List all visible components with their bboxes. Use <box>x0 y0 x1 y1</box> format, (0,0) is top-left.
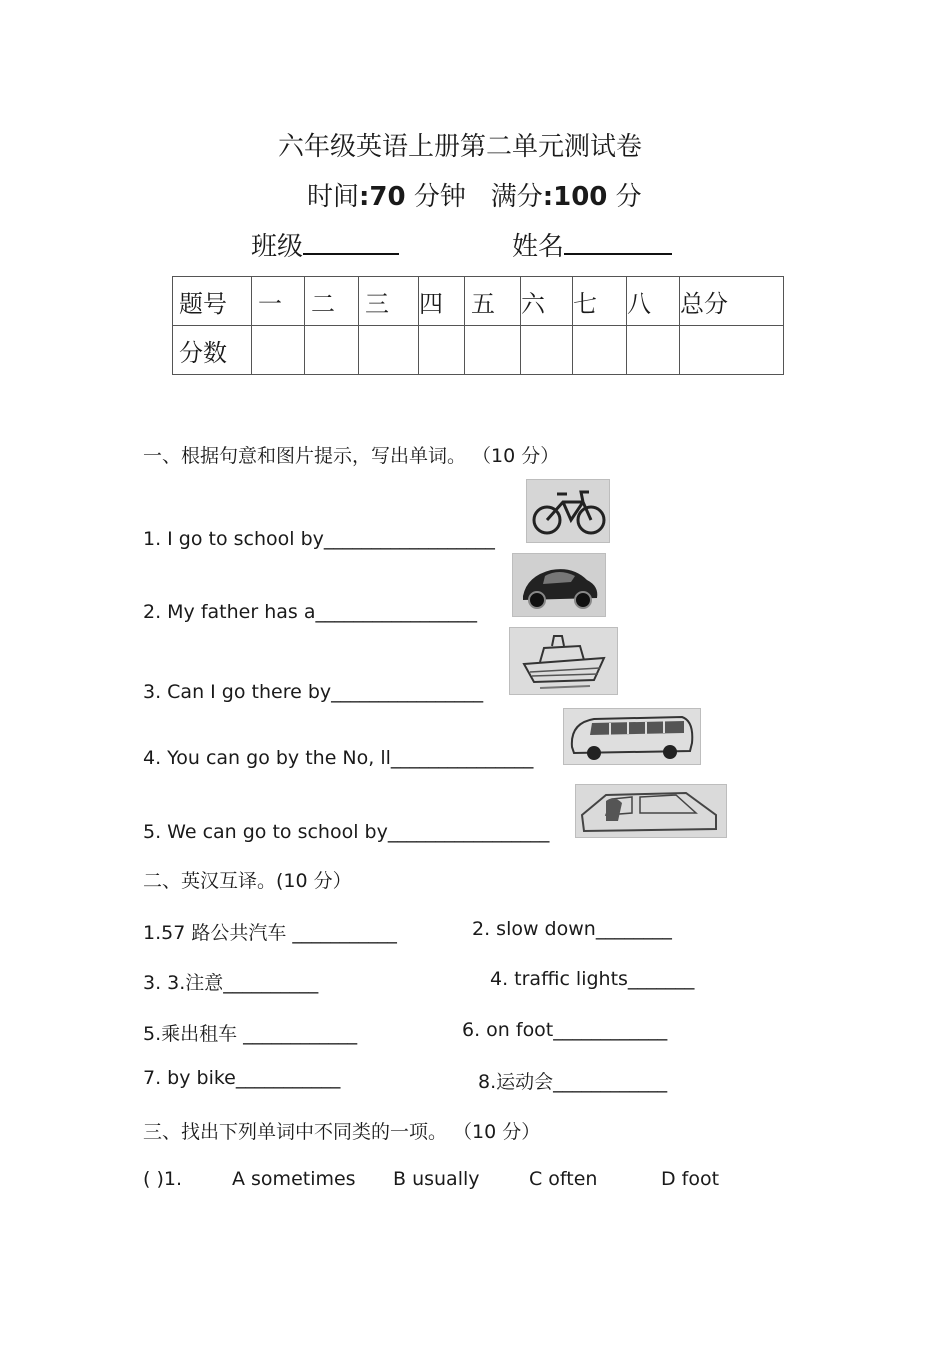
bicycle-icon <box>526 479 610 543</box>
table-cell: 三 <box>359 277 419 326</box>
table-cell: 分数 <box>173 326 252 375</box>
section-3-heading: 三、找出下列单词中不同类的一项。 （10 分） <box>143 1121 541 1143</box>
time-value: :70 <box>359 182 406 212</box>
page-title: 六年级英语上册第二单元测试卷 <box>277 132 642 162</box>
bus-icon <box>563 708 701 765</box>
answer-blank[interactable]: _________________ <box>387 821 550 843</box>
time-label: 时间 <box>307 182 360 212</box>
score-table-score-row <box>173 326 784 375</box>
table-cell: 七 <box>573 277 627 326</box>
translation-item[interactable]: 3. 3.注意__________ <box>143 972 319 994</box>
table-cell: 一 <box>252 277 305 326</box>
score-cell[interactable] <box>521 326 573 375</box>
question-text: 3. Can I go there by <box>143 681 332 703</box>
score-cell[interactable] <box>359 326 419 375</box>
option-d: D foot <box>661 1168 720 1190</box>
answer-paren[interactable]: ( )1. <box>143 1168 182 1190</box>
option-b: B usually <box>393 1168 480 1190</box>
translation-item[interactable]: 6. on foot____________ <box>462 1019 668 1041</box>
question-3 <box>143 681 483 703</box>
score-cell[interactable] <box>252 326 305 375</box>
translation-item[interactable]: 8.运动会____________ <box>478 1071 668 1093</box>
answer-blank[interactable]: _______________ <box>390 747 534 769</box>
score-cell[interactable] <box>573 326 627 375</box>
time-unit: 分钟 <box>413 182 466 212</box>
section-2-heading: 二、英汉互译。(10 分） <box>143 870 352 892</box>
answer-blank[interactable]: ________________ <box>331 681 484 703</box>
translation-item[interactable]: 5.乘出租车 ____________ <box>143 1023 358 1045</box>
score-cell[interactable] <box>680 326 784 375</box>
choice-question-1 <box>143 1168 182 1190</box>
ship-icon <box>509 627 618 695</box>
question-text: 5. We can go to school by <box>143 821 388 843</box>
table-cell: 五 <box>465 277 521 326</box>
score-cell[interactable] <box>305 326 359 375</box>
question-text: 1. I go to school by <box>143 528 324 550</box>
answer-blank[interactable]: _________________ <box>315 601 477 623</box>
table-cell: 六 <box>521 277 573 326</box>
option-c: C often <box>529 1168 598 1190</box>
full-score-value: :100 <box>542 182 608 212</box>
question-text: 4. You can go by the No, ll <box>143 747 391 769</box>
question-4 <box>143 747 533 769</box>
full-score-label: 满分 <box>490 182 543 212</box>
answer-blank[interactable]: __________________ <box>323 528 495 550</box>
taxi-icon <box>575 784 727 838</box>
score-cell[interactable] <box>627 326 680 375</box>
score-cell[interactable] <box>465 326 521 375</box>
translation-item[interactable]: 7. by bike___________ <box>143 1067 341 1089</box>
name-field[interactable] <box>512 226 672 263</box>
question-1 <box>143 528 495 550</box>
translation-item[interactable]: 2. slow down________ <box>472 918 672 940</box>
score-table <box>172 276 784 375</box>
class-blank[interactable] <box>303 227 399 255</box>
exam-info <box>307 176 642 213</box>
question-2 <box>143 601 477 623</box>
table-cell: 总分 <box>680 277 784 326</box>
translation-item[interactable]: 4. traffic lights_______ <box>490 968 695 990</box>
option-a: A sometimes <box>232 1168 356 1190</box>
name-label: 姓名 <box>512 232 565 262</box>
translation-item[interactable]: 1.57 路公共汽车 ___________ <box>143 922 397 944</box>
table-cell: 四 <box>419 277 465 326</box>
name-blank[interactable] <box>564 227 672 255</box>
score-cell[interactable] <box>419 326 465 375</box>
score-table-header-row <box>173 277 784 326</box>
class-field[interactable] <box>251 226 399 263</box>
table-cell: 二 <box>305 277 359 326</box>
table-cell: 八 <box>627 277 680 326</box>
car-icon <box>512 553 606 617</box>
table-cell: 题号 <box>173 277 252 326</box>
full-score-unit: 分 <box>615 182 642 212</box>
section-1-heading: 一、根据句意和图片提示，写出单词。 （10 分） <box>143 445 560 467</box>
class-label: 班级 <box>251 232 304 262</box>
question-text: 2. My father has a <box>143 601 316 623</box>
question-5 <box>143 821 549 843</box>
